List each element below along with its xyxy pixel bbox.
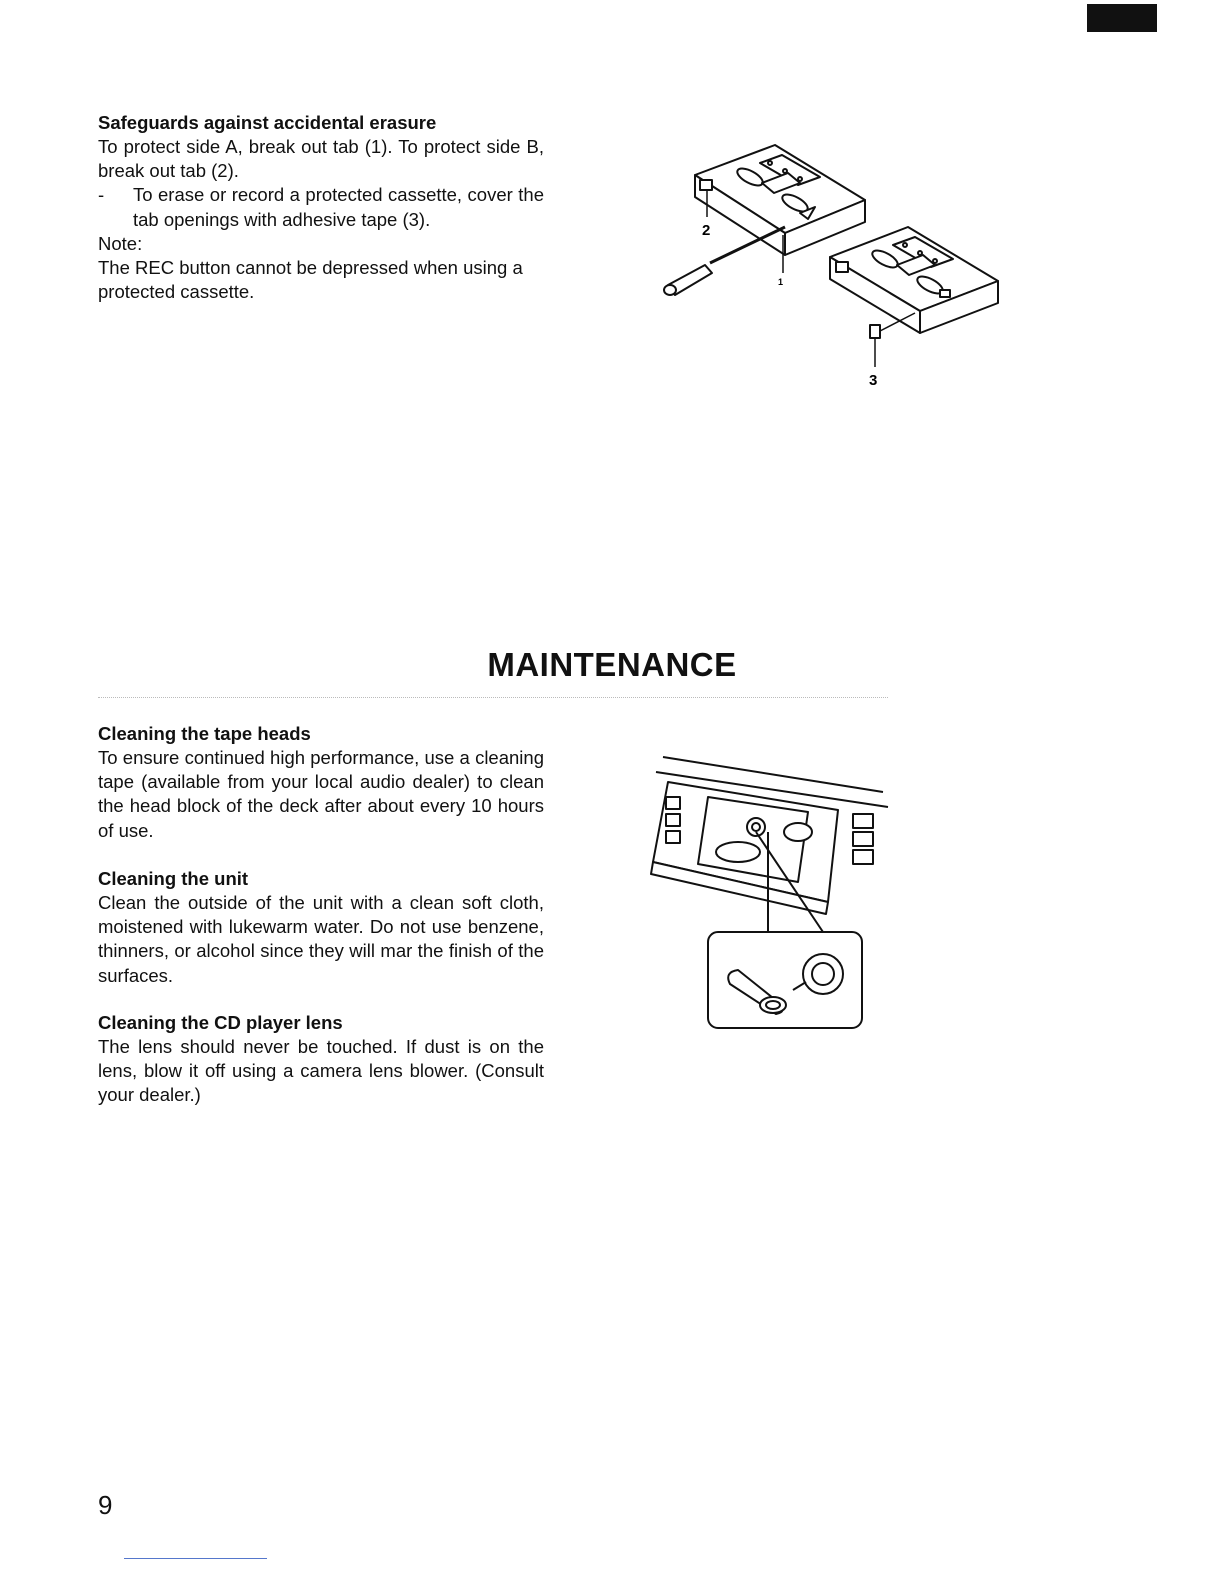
cleaning-unit-text: Clean the outside of the unit with a clean soft cloth, moistened with lukewarm water. Do not use benzene, thinners, or alcohol since they will mar the finish of the surfaces. xyxy=(98,892,544,986)
cassette-side-a xyxy=(695,145,865,255)
cleaning-unit-section xyxy=(98,867,544,988)
screwdriver-icon xyxy=(664,227,785,295)
bullet-dash: - xyxy=(98,184,105,206)
safeguards-section xyxy=(98,111,544,304)
section-divider xyxy=(98,697,888,698)
note-text: The REC button cannot be depressed when using a protected cassette. xyxy=(98,257,523,303)
label-tape-3: 3 xyxy=(869,372,878,389)
safeguards-bullet xyxy=(98,183,544,231)
label-tab-1: 1 xyxy=(778,277,784,287)
page-number: 9 xyxy=(98,1490,113,1520)
adhesive-tape-icon xyxy=(870,325,880,338)
bullet-text: To erase or record a protected cassette, cover the tab openings with adhesive tape (3). xyxy=(133,184,544,230)
cd-lens-illustration xyxy=(648,752,893,1034)
cleaning-lens-text: The lens should never be touched. If dust is on the lens, blow it off using a camera lens blower. (Consult your dealer.) xyxy=(98,1036,544,1106)
note-label: Note: xyxy=(98,232,143,254)
label-tab-2: 2 xyxy=(702,222,711,239)
safeguards-heading: Safeguards against accidental erasure xyxy=(98,112,437,133)
maintenance-title: MAINTENANCE xyxy=(487,646,737,683)
page-tab-marker xyxy=(1087,4,1157,32)
footer-line xyxy=(124,1558,267,1559)
cassette-side-b xyxy=(830,227,998,333)
cleaning-unit-heading: Cleaning the unit xyxy=(98,868,249,889)
safeguards-intro: To protect side A, break out tab (1). To protect side B, break out tab (2). xyxy=(98,136,544,182)
cleaning-lens-section xyxy=(98,1011,544,1108)
cleaning-lens-heading: Cleaning the CD player lens xyxy=(98,1012,343,1033)
cassette-tab-illustration xyxy=(650,135,1010,395)
cleaning-heads-text: To ensure continued high performance, use a cleaning tape (available from your local audio dealer) to clean the head block of the deck after about every 10 hours of use. xyxy=(98,747,544,841)
cleaning-heads-heading: Cleaning the tape heads xyxy=(98,723,311,744)
cleaning-heads-section xyxy=(98,722,544,843)
